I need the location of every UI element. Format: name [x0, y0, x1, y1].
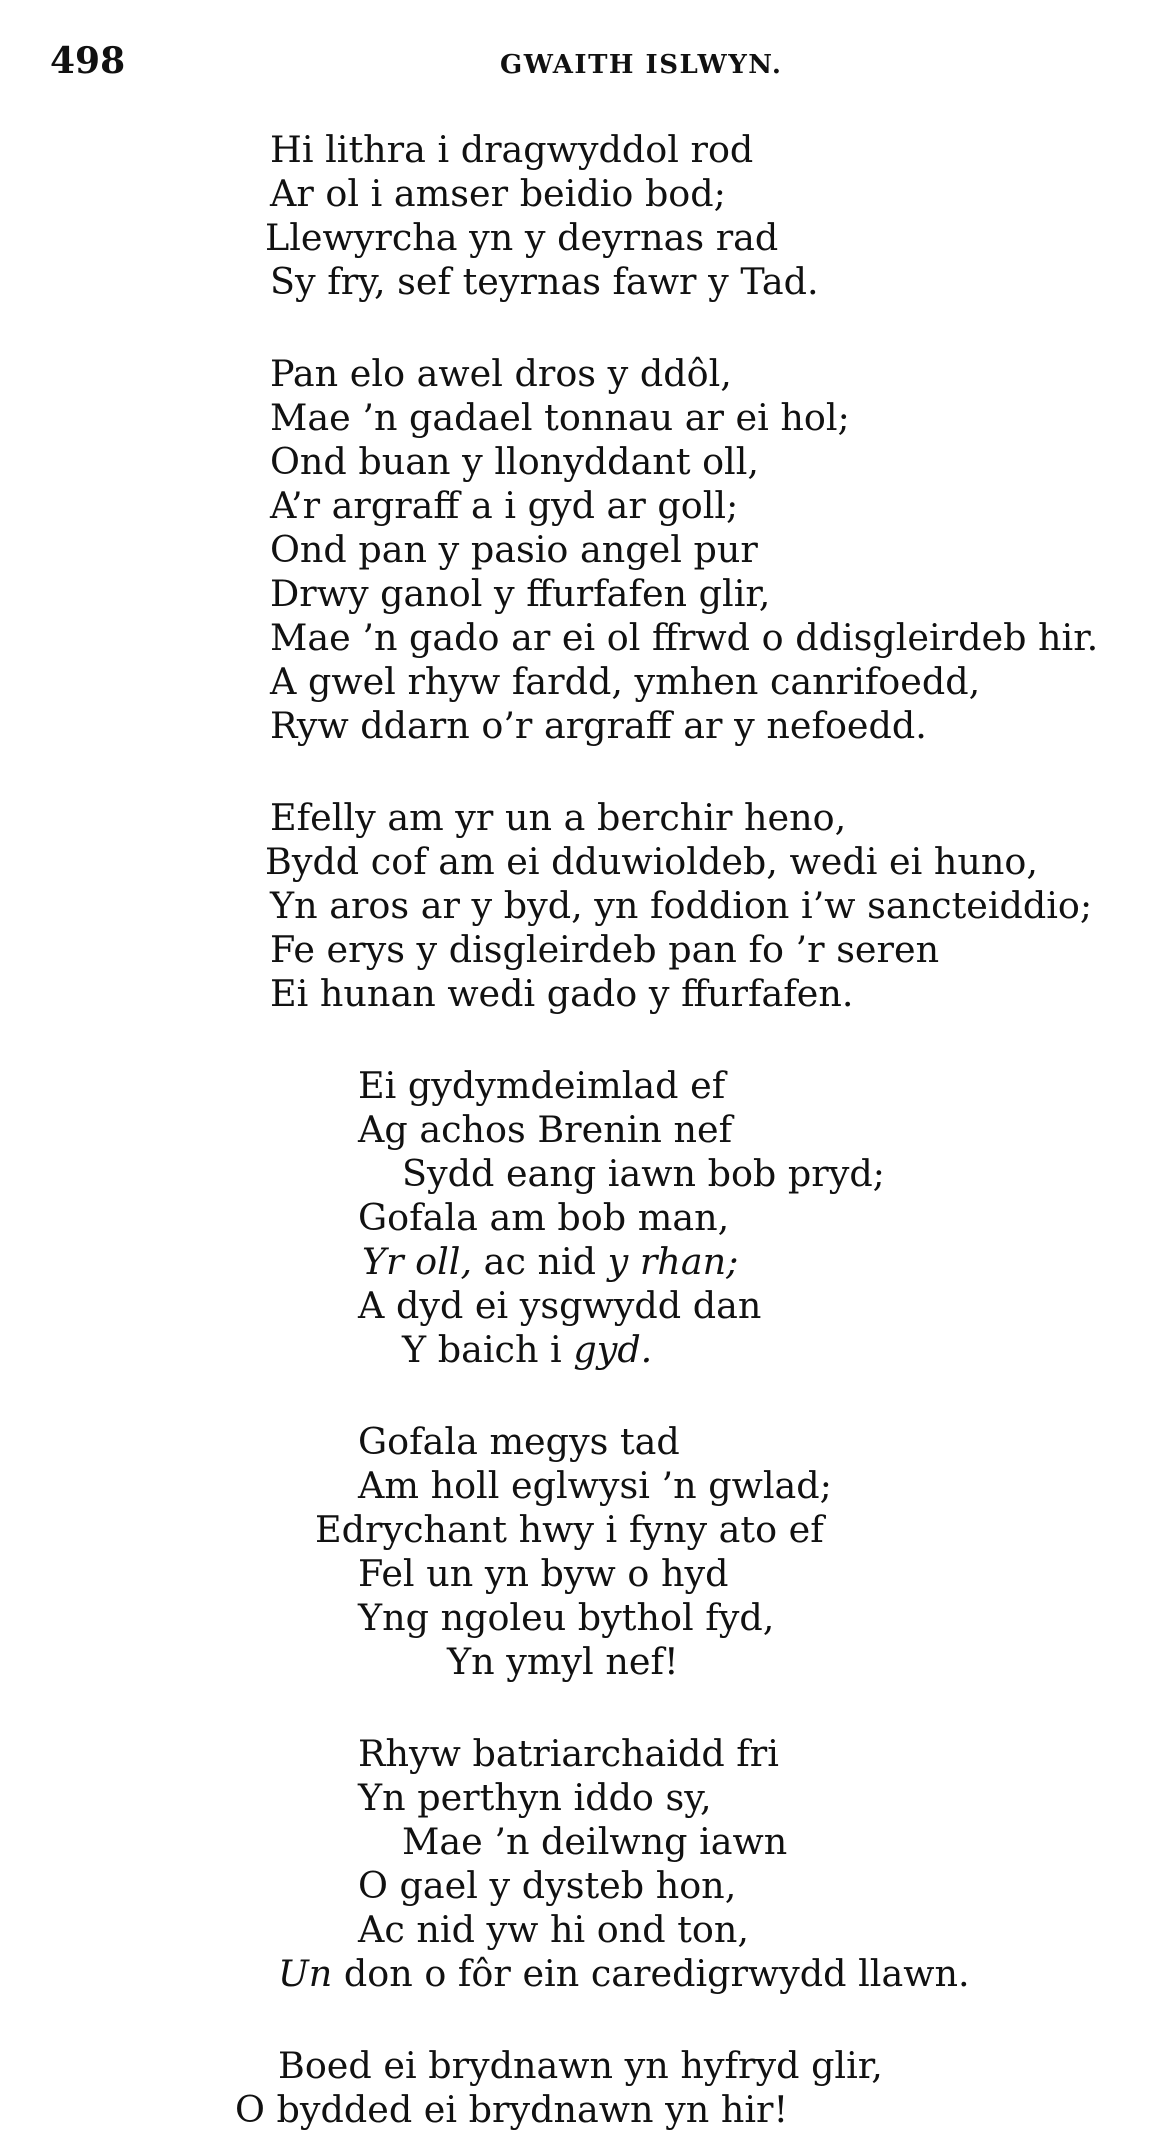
poem-line [358, 1776, 712, 1820]
line-text: O gael y dysteb hon, [358, 1864, 737, 1907]
poem-line [270, 352, 732, 396]
poem-line [270, 172, 726, 216]
poem-line [358, 1732, 779, 1776]
line-text: Ei hunan wedi gado y ffurfafen. [270, 972, 854, 1015]
poem-line [358, 1552, 728, 1596]
line-text: Gofala megys tad [358, 1420, 680, 1463]
line-text: Sydd eang iawn bob pryd; [402, 1152, 885, 1195]
italic-text: y rhan; [607, 1240, 739, 1283]
page-header [50, 40, 1109, 90]
line-text: don o fôr ein caredigrwydd llawn. [332, 1952, 970, 1995]
poem-line [358, 1464, 832, 1508]
poem-line [270, 616, 1098, 660]
line-text: Yn ymyl nef! [447, 1640, 679, 1683]
poem-line [265, 216, 778, 260]
poem-line [270, 972, 853, 1016]
line-text: Efelly am yr un a berchir heno, [270, 796, 847, 839]
line-text: Mae ’n gadael tonnau ar ei hol; [270, 396, 850, 439]
poem-line [270, 796, 846, 840]
line-text: Ond buan y llonyddant oll, [270, 440, 760, 483]
poem-line [270, 260, 819, 304]
poem-line [358, 1420, 680, 1464]
poem-line [358, 1284, 761, 1328]
line-text: Fe erys y disgleirdeb pan fo ’r seren [270, 928, 940, 971]
poem-line [402, 1328, 652, 1372]
line-text: Am holl eglwysi ’n gwlad; [358, 1464, 832, 1507]
line-text: Yn aros ar y byd, yn foddion i’w sancteiddio; [270, 884, 1093, 927]
poem-line [278, 2044, 883, 2088]
line-text: Sy fry, sef teyrnas fawr y Tad. [270, 260, 819, 303]
line-text: Ag achos Brenin nef [358, 1108, 733, 1151]
poem-line [270, 396, 850, 440]
line-text: Gofala am bob man, [358, 1196, 730, 1239]
line-text: Yng ngoleu bythol fyd, [358, 1596, 775, 1639]
poem-line [362, 1240, 738, 1284]
poem-line [270, 704, 927, 748]
line-text: Rhyw batriarchaidd fri [358, 1732, 779, 1775]
poem-line [278, 1952, 970, 1996]
poem-line [265, 840, 1038, 884]
line-text: A’r argraff a i gyd ar goll; [270, 484, 739, 527]
line-text: O bydded ei brydnawn yn hir! [235, 2088, 789, 2131]
line-text: Hi lithra i dragwyddol rod [270, 128, 754, 171]
line-text: Ac nid yw hi ond ton, [358, 1908, 750, 1951]
poem-line [270, 440, 759, 484]
line-text: Ryw ddarn o’r argraff ar y nefoedd. [270, 704, 927, 747]
poem-line [402, 1152, 885, 1196]
running-title: GWAITH ISLWYN. [500, 50, 783, 80]
poem-line [270, 128, 753, 172]
line-text: Pan elo awel dros y ddôl, [270, 352, 732, 395]
poem-line [315, 1508, 824, 1552]
line-text: Mae ’n deilwng iawn [402, 1820, 788, 1863]
poem-line [270, 660, 980, 704]
poem-line [358, 1908, 749, 1952]
italic-text: Yr oll, [362, 1240, 473, 1283]
poem-line [270, 484, 738, 528]
italic-text: Un [278, 1952, 333, 1995]
poem-line [447, 1640, 679, 1684]
page-number: 498 [50, 40, 126, 82]
poem-line [270, 884, 1092, 928]
line-text: Fel un yn byw o hyd [358, 1552, 729, 1595]
line-text: Drwy ganol y ffurfafen glir, [270, 572, 771, 615]
line-text: Ei gydymdeimlad ef [358, 1064, 726, 1107]
line-text: Mae ’n gado ar ei ol ffrwd o ddisgleirdeb hir. [270, 616, 1099, 659]
poem-line [358, 1196, 729, 1240]
line-text: ac nid [472, 1240, 608, 1283]
line-text: A gwel rhyw fardd, ymhen canrifoedd, [270, 660, 981, 703]
poem-line [358, 1064, 725, 1108]
italic-text: gyd. [573, 1328, 653, 1371]
poem-line [270, 928, 939, 972]
poem-line [402, 1820, 787, 1864]
line-text: Y baich i [402, 1328, 574, 1371]
poem-line [270, 572, 770, 616]
line-text: Ar ol i amser beidio bod; [270, 172, 726, 215]
line-text: Llewyrcha yn y deyrnas rad [265, 216, 779, 259]
poem-line [270, 528, 758, 572]
poem-line [358, 1596, 774, 1640]
line-text: Yn perthyn iddo sy, [358, 1776, 712, 1819]
poem-line [358, 1864, 736, 1908]
line-text: Boed ei brydnawn yn hyfryd glir, [278, 2044, 883, 2087]
poem-line [358, 1108, 732, 1152]
line-text: A dyd ei ysgwydd dan [358, 1284, 762, 1327]
poem-line [235, 2088, 788, 2132]
line-text: Bydd cof am ei dduwioldeb, wedi ei huno, [265, 840, 1038, 883]
line-text: Ond pan y pasio angel pur [270, 528, 758, 571]
line-text: Edrychant hwy i fyny ato ef [315, 1508, 824, 1551]
